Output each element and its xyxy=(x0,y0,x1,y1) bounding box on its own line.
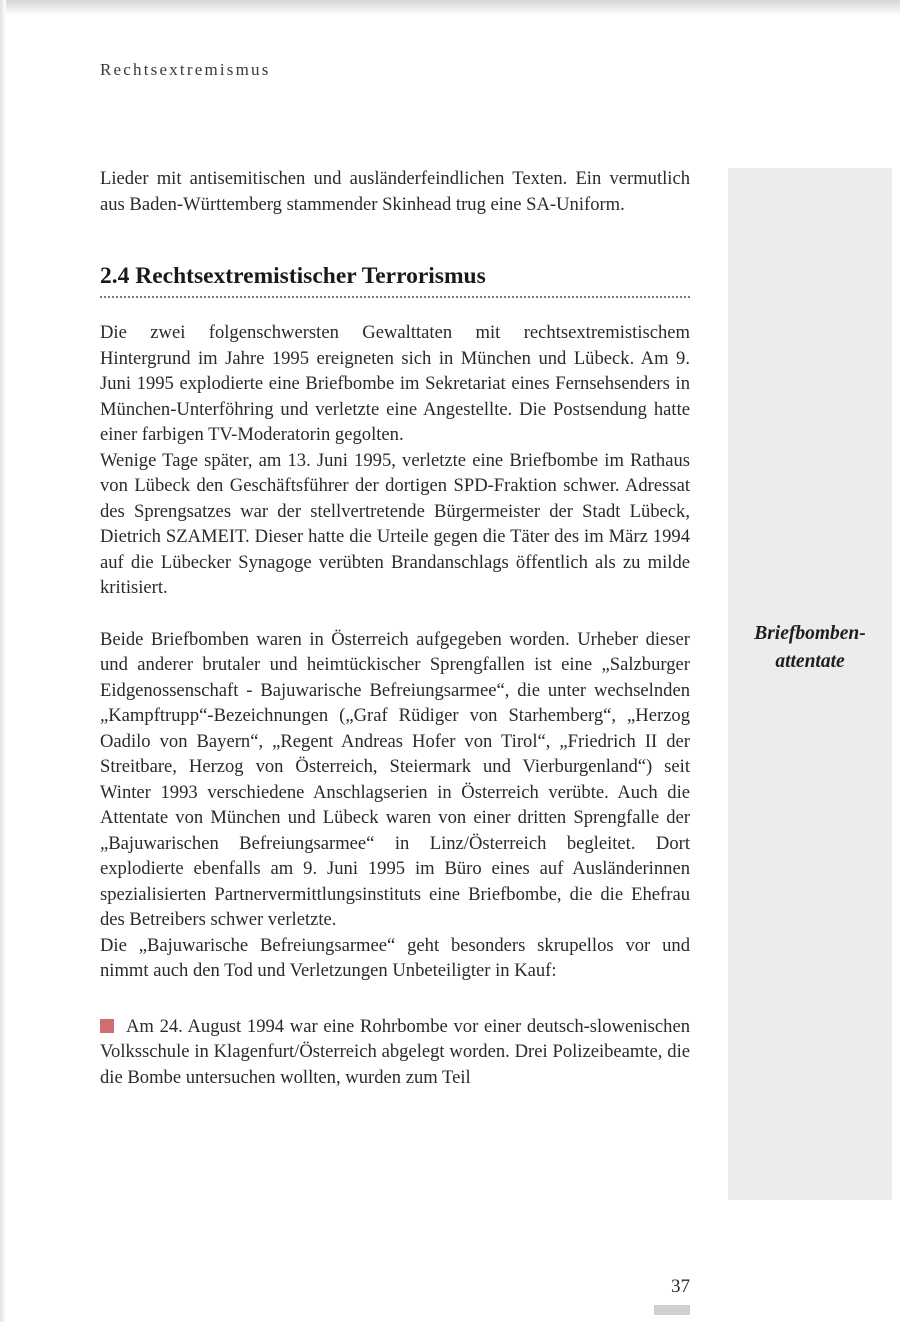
scan-left-edge xyxy=(0,0,6,1322)
margin-note xyxy=(728,620,892,676)
margin-sidebar xyxy=(728,168,892,1200)
paragraph-munich: Die zwei folgenschwersten Gewalttaten mit rechtsextremistischem Hintergrund im Jahre 1995 ereigneten sich in München und Lübeck. Am 9. Juni 1995 explodierte eine Briefbombe im Sekretariat eines Fernsehsenders in München-Unterföhring und verletzte eine Angestellte. Die Postsendung hatte einer farbigen TV-Moderatorin gegolten. xyxy=(100,322,690,445)
square-bullet-icon xyxy=(100,1019,114,1033)
section-heading: 2.4 Rechtsextremistischer Terrorismus xyxy=(100,263,690,298)
paragraph-luebeck: Wenige Tage später, am 13. Juni 1995, verletzte eine Briefbombe im Rathaus von Lübeck den Geschäftsführer der dortigen SPD-Fraktion schwer. Adressat des Sprengsatzes war der stellvertretende Bürgermeister der Stadt Lübeck, Dietrich SZAMEIT. Dieser hatte die Urteile gegen die Täter des im März 1994 auf die Lübecker Synagoge verübten Brandanschlags öffentlich als zu milde kritisiert. xyxy=(100,449,690,598)
bullet-text: Am 24. August 1994 war eine Rohrbombe vor einer deutsch-slowenischen Volksschule in Klagenfurt/Österreich abgelegt worden. Drei Polizeibeamte, die die Bombe untersuchen wollten, wurden zum Teil xyxy=(100,1015,690,1088)
margin-note-line-1: Briefbomben- xyxy=(754,623,866,644)
intro-paragraph: Lieder mit antisemitischen und ausländerfeindlichen Texten. Ein vermutlich aus Baden-Württemberg stammender Skinhead trug eine SA-Uniform. xyxy=(100,168,690,215)
page-tab-mark xyxy=(654,1305,690,1315)
page-number: 37 xyxy=(671,1276,690,1297)
paragraph-bba: Die „Bajuwarische Befreiungsarmee“ geht besonders skrupellos vor und nimmt auch den Tod und Verletzungen Unbeteiligter in Kauf: xyxy=(100,934,690,981)
margin-note-line-2: attentate xyxy=(775,651,845,672)
paragraph-austria: Beide Briefbomben waren in Österreich aufgegeben worden. Urheber dieser und anderer brutaler und heimtückischer Sprengfallen ist eine „Salzburger Eidgenossenschaft - Bajuwarische Befreiungsarmee“, die unter wechselnden „Kampftrupp“-Bezeichnungen („Graf Rüdiger von Starhemberg“, „Herzog Oadilo von Bayern“, „Regent Andreas Hofer von Tirol“, „Friedrich II der Streitbare, Herzog von Österreich, Steiermark und Vierburgenland“) seit Winter 1993 verschiedene Anschlagserien in Österreich verübte. Auch die Attentate von München und Lübeck waren von einer dritten Sprengfalle der „Bajuwarischen Befreiungsarmee“ in Linz/Österreich begleitet. Dort explodierte ebenfalls am 9. Juni 1995 im Büro eines auf Ausländerinnen spezialisierten Partnervermittlungsinstituts eine Briefbombe, die die Ehefrau des Betreibers schwer verletzte. xyxy=(100,628,690,930)
bullet-item-klagenfurt xyxy=(100,1014,690,1091)
scan-top-shadow xyxy=(0,0,900,16)
main-text-column xyxy=(100,166,690,1090)
running-header: Rechtsextremismus xyxy=(100,60,271,79)
